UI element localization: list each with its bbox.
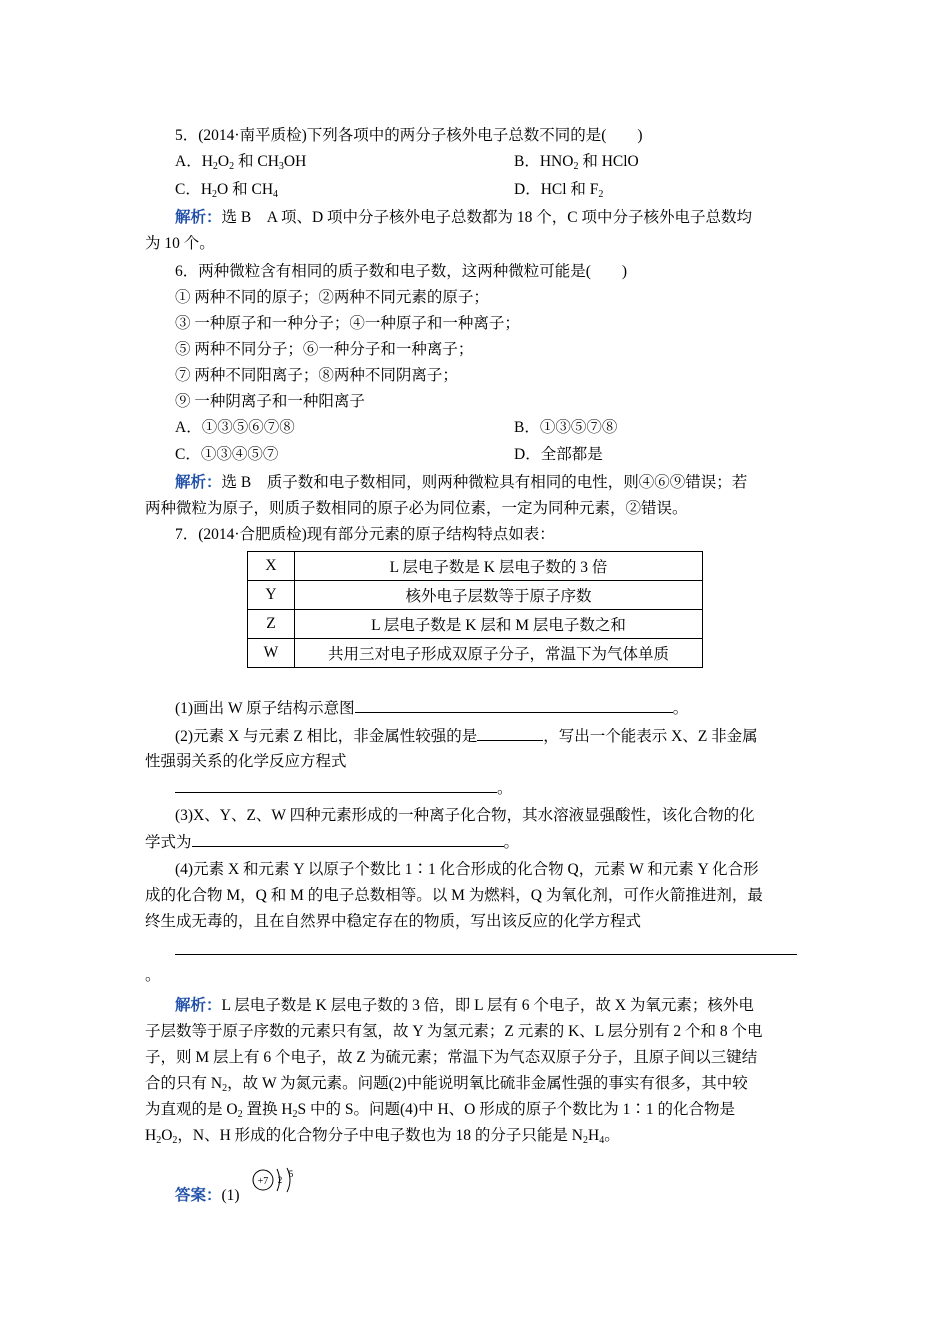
q7-analysis-line3: 子，则 M 层上有 6 个电子，故 Z 为硫元素；常温下为气态双原子分子，且原子间以三键结 xyxy=(145,1049,758,1066)
q6-option-a: A．①③⑤⑥⑦⑧ xyxy=(175,419,295,436)
shell-electron-count: 5 xyxy=(288,1169,294,1179)
shell-electron-count: 2 xyxy=(277,1175,283,1185)
answer-label: 答案： xyxy=(175,1187,222,1204)
element-structure-table xyxy=(247,551,703,668)
q5-stem: 5．(2014·南平质检)下列各项中的两分子核外电子总数不同的是( ) xyxy=(175,127,643,144)
q7-answer: 答案：(1) xyxy=(175,1187,240,1204)
q6-option-c: C．①③④⑤⑦ xyxy=(175,446,279,463)
q7-part4-line3: 终生成无毒的，且在自然界中稳定存在的物质，写出该反应的化学方程式 xyxy=(145,913,642,930)
q7-analysis-line4: 合的只有 $N_2$，故 W 为氮元素。问题(2)中能说明氧比硫非金属性强的事实有很多，其中较 xyxy=(145,1075,748,1094)
q7-part2-line2: 性强弱关系的化学反应方程式 xyxy=(145,753,347,770)
element-feature: L 层电子数是 K 层电子数的 3 倍 xyxy=(295,552,703,581)
q7-analysis-line1: 解析：L 层电子数是 K 层电子数的 3 倍，即 L 层有 6 个电子，故 X 为氧元素；核外电 xyxy=(175,997,754,1014)
table-row xyxy=(248,610,703,639)
q7-analysis-line5: 为直观的是 $O_2$ 置换 $H_2S$ 中的 S。问题(4)中 H、O 形成的原子个数比为 1∶1 的化合物是 xyxy=(145,1101,735,1120)
q6-analysis-line1: 解析：选 B 质子数和电子数相同，则两种微粒具有相同的电性，则④⑥⑨错误；若 xyxy=(175,474,748,491)
q6-analysis-line2: 两种微粒为原子，则质子数相同的原子必为同位素，一定为同种元素，②错误。 xyxy=(145,500,688,517)
q7-part3-line2: 学式为 。 xyxy=(145,831,519,854)
q5-option-c: C．$H_2O$ 和 $CH_4$ xyxy=(175,181,279,200)
q7-part4-end: 。 xyxy=(145,967,161,984)
table-row xyxy=(248,639,703,668)
q7-stem: 7．(2014·合肥质检)现有部分元素的原子结构特点如表： xyxy=(175,526,555,543)
q7-part4-line2: 成的化合物 M，Q 和 M 的电子总数相等。以 M 为燃料，Q 为氧化剂，可作火箭推进剂，最 xyxy=(145,887,763,904)
q7-part1: (1)画出 W 原子结构示意图 。 xyxy=(175,697,688,720)
answer-blank[interactable] xyxy=(477,725,543,741)
q6-item-2: ③ 一种原子和一种分子；④一种原子和一种离子； xyxy=(175,315,520,332)
q7-part2-line3: 。 xyxy=(175,777,513,800)
q6-item-3: ⑤ 两种不同分子；⑥一种分子和一种离子； xyxy=(175,341,474,358)
q7-analysis-line2: 子层数等于原子序数的元素只有氢，故 Y 为氢元素；Z 元素的 K、L 层分别有 2 个和 8 个电 xyxy=(145,1023,763,1040)
answer-blank[interactable] xyxy=(175,777,497,793)
element-feature: 核外电子层数等于原子序数 xyxy=(295,581,703,610)
analysis-label: 解析： xyxy=(175,997,222,1014)
answer-blank[interactable] xyxy=(355,697,673,713)
q5-option-a: A．$H_2O_2$ 和 $CH_3OH$ xyxy=(175,153,307,172)
element-symbol: W xyxy=(248,639,295,668)
element-symbol: Z xyxy=(248,610,295,639)
q5-analysis-line2: 为 10 个。 xyxy=(145,235,215,252)
q7-part2-line1: (2)元素 X 与元素 Z 相比，非金属性较强的是 ，写出一个能表示 X、Z 非金属 xyxy=(175,725,758,748)
answer-blank[interactable] xyxy=(192,831,504,847)
q6-item-5: ⑨ 一种阴离子和一种阳离子 xyxy=(175,393,365,410)
analysis-label: 解析： xyxy=(175,209,222,226)
q6-stem: 6．两种微粒含有相同的质子数和电子数，这两种微粒可能是( ) xyxy=(175,263,628,280)
analysis-label: 解析： xyxy=(175,474,222,491)
table-row xyxy=(248,581,703,610)
q6-item-4: ⑦ 两种不同阳离子；⑧两种不同阴离子； xyxy=(175,367,458,384)
nucleus-charge: +7 xyxy=(257,1176,269,1187)
element-symbol: X xyxy=(248,552,295,581)
atom-structure-diagram xyxy=(250,1165,306,1201)
answer-blank[interactable] xyxy=(175,939,797,955)
element-symbol: Y xyxy=(248,581,295,610)
q5-option-d: D．HCl 和 $F_2$ xyxy=(514,181,604,200)
q7-part4-line4 xyxy=(175,939,797,962)
element-feature: 共用三对电子形成双原子分子，常温下为气体单质 xyxy=(295,639,703,668)
table-row xyxy=(248,552,703,581)
q7-part3-line1: (3)X、Y、Z、W 四种元素形成的一种离子化合物，其水溶液显强酸性，该化合物的化 xyxy=(175,807,755,824)
q6-item-1: ① 两种不同的原子；②两种不同元素的原子； xyxy=(175,289,489,306)
q5-analysis-line1: 解析：选 B A 项、D 项中分子核外电子总数都为 18 个，C 项中分子核外电子总数均 xyxy=(175,209,752,226)
q6-option-d: D．全部都是 xyxy=(514,446,603,463)
q6-option-b: B．①③⑤⑦⑧ xyxy=(514,419,618,436)
q5-option-b: B．$HNO_2$ 和 HClO xyxy=(514,153,639,172)
element-feature: L 层电子数是 K 层和 M 层电子数之和 xyxy=(295,610,703,639)
q7-analysis-line6: $H_2O_2$，N、H 形成的化合物分子中电子数也为 18 的分子只能是 $N_2H_4$。 xyxy=(145,1127,620,1146)
q7-part4-line1: (4)元素 X 和元素 Y 以原子个数比 1∶1 化合形成的化合物 Q，元素 W 和元素 Y 化合形 xyxy=(175,861,759,878)
